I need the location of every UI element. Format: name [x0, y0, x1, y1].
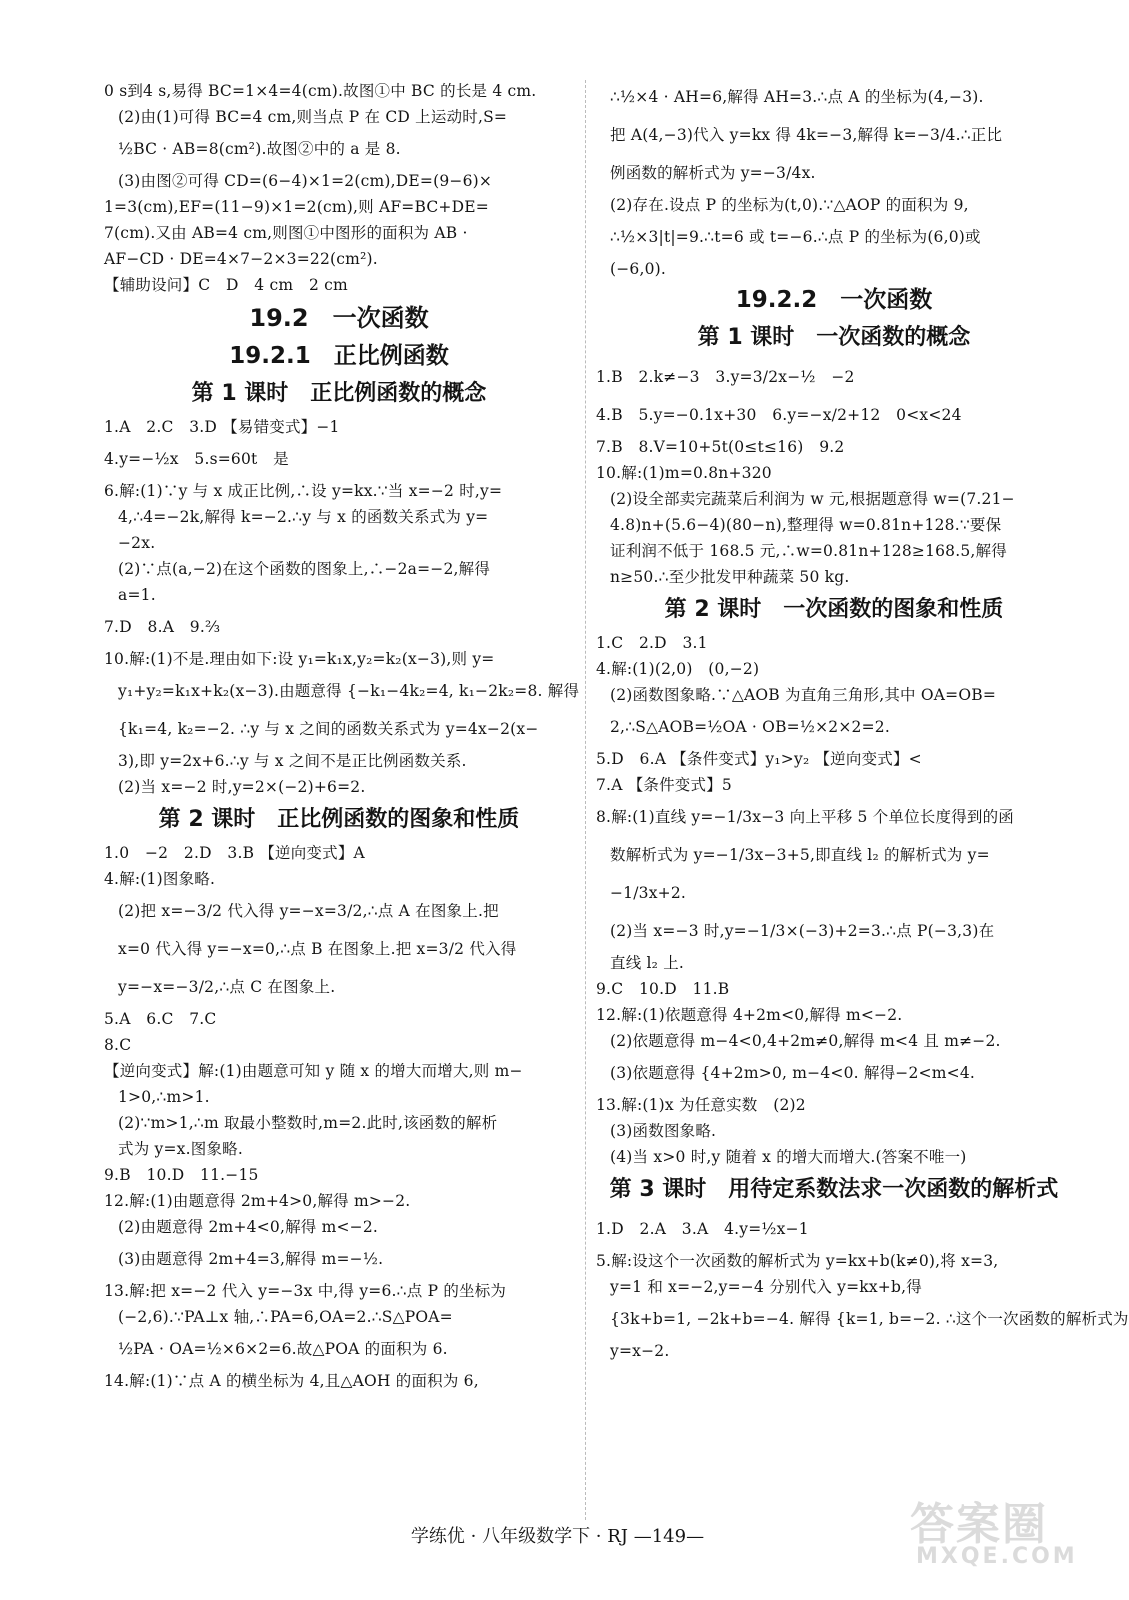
answer-line: 1.C 2.D 3.1 — [596, 634, 708, 652]
watermark-url: MXQE.COM — [916, 1544, 1078, 1569]
answer-line: 13.解:把 x=−2 代入 y=−3x 中,得 y=6.∴点 P 的坐标为 — [104, 1282, 507, 1300]
answer-line: y₁+y₂=k₁x+k₂(x−3).由题意得 {−k₁−4k₂=4, k₁−2k₂=8. 解得 — [118, 682, 580, 700]
answer-line: 7(cm).又由 AB=4 cm,则图①中图形的面积为 AB · — [104, 224, 468, 242]
answer-line: 例函数的解析式为 y=−3/4x. — [610, 164, 816, 182]
answer-line: (3)依题意得 {4+2m>0, m−4<0. 解得−2<m<4. — [610, 1064, 976, 1082]
answer-line: (2)把 x=−3/2 代入得 y=−x=3/2,∴点 A 在图象上.把 — [118, 902, 499, 920]
answer-line: (2)由(1)可得 BC=4 cm,则当点 P 在 CD 上运动时,S= — [118, 108, 508, 126]
answer-line: 【辅助设问】C D 4 cm 2 cm — [104, 276, 348, 294]
answer-line: y=1 和 x=−2,y=−4 分别代入 y=kx+b,得 — [610, 1278, 922, 1296]
answer-line: 1=3(cm),EF=(11−9)×1=2(cm),则 AF=BC+DE= — [104, 198, 489, 216]
answer-line: 10.解:(1)m=0.8n+320 — [596, 464, 772, 482]
answer-line: y=−x=−3/2,∴点 C 在图象上. — [118, 978, 336, 996]
answer-line: (2)由题意得 2m+4<0,解得 m<−2. — [118, 1218, 379, 1236]
answer-line: AF−CD · DE=4×7−2×3=22(cm²). — [104, 250, 378, 268]
answer-line: (3)函数图象略. — [610, 1122, 717, 1140]
answer-line: −2x. — [118, 534, 156, 552]
answer-line: 1.D 2.A 3.A 4.y=½x−1 — [596, 1220, 809, 1238]
answer-line: 9.B 10.D 11.−15 — [104, 1166, 259, 1184]
answer-line: a=1. — [118, 586, 156, 604]
answer-line: 4,∴4=−2k,解得 k=−2.∴y 与 x 的函数关系式为 y= — [118, 508, 489, 526]
column-divider — [585, 80, 586, 1520]
answer-line: 4.y=−½x 5.s=60t 是 — [104, 450, 289, 468]
answer-line: (2)当 x=−3 时,y=−1/3×(−3)+2=3.∴点 P(−3,3)在 — [610, 922, 995, 940]
answer-line: (−6,0). — [610, 260, 667, 278]
answer-line: {3k+b=1, −2k+b=−4. 解得 {k=1, b=−2. ∴这个一次函数的解析式为 — [610, 1310, 1129, 1328]
answer-line: 1.0 −2 2.D 3.B 【逆向变式】A — [104, 844, 365, 862]
section-heading: 第 1 课时 一次函数的概念 — [697, 325, 971, 350]
watermark-text: 答案圈 — [910, 1499, 1048, 1550]
answer-line: 直线 l₂ 上. — [610, 954, 685, 972]
answer-line: 数解析式为 y=−1/3x−3+5,即直线 l₂ 的解析式为 y= — [610, 846, 990, 864]
answer-line: ∴½×3|t|=9.∴t=6 或 t=−6.∴点 P 的坐标为(6,0)或 — [610, 228, 981, 246]
answer-line: ∴½×4 · AH=6,解得 AH=3.∴点 A 的坐标为(4,−3). — [610, 88, 984, 106]
section-heading: 第 2 课时 一次函数的图象和性质 — [664, 597, 1004, 622]
answer-line: 7.D 8.A 9.⅔ — [104, 618, 221, 636]
answer-line: 12.解:(1)由题意得 2m+4>0,解得 m>−2. — [104, 1192, 411, 1210]
section-heading: 19.2.1 正比例函数 — [229, 343, 449, 369]
answer-line: ½PA · OA=½×6×2=6.故△POA 的面积为 6. — [118, 1340, 448, 1358]
right-column — [596, 78, 1129, 1364]
answer-line: y=x−2. — [610, 1342, 670, 1360]
answer-line: 5.D 6.A 【条件变式】y₁>y₂ 【逆向变式】< — [596, 750, 922, 768]
answer-line: 8.C — [104, 1036, 132, 1054]
answer-line: −1/3x+2. — [610, 884, 687, 902]
watermark-logo — [900, 1488, 1080, 1578]
answer-line: (2)依题意得 m−4<0,4+2m≠0,解得 m<4 且 m≠−2. — [610, 1032, 1001, 1050]
answer-line: 把 A(4,−3)代入 y=kx 得 4k=−3,解得 k=−3/4.∴正比 — [610, 126, 1003, 144]
answer-line: 1.A 2.C 3.D 【易错变式】−1 — [104, 418, 340, 436]
answer-line: 9.C 10.D 11.B — [596, 980, 730, 998]
answer-line: 1.B 2.k≠−3 3.y=3/2x−½ −2 — [596, 368, 855, 386]
section-heading: 19.2.2 一次函数 — [735, 287, 933, 313]
answer-line: (2)存在.设点 P 的坐标为(t,0).∵△AOP 的面积为 9, — [610, 196, 969, 214]
answer-line: 1>0,∴m>1. — [118, 1088, 210, 1106]
answer-line: x=0 代入得 y=−x=0,∴点 B 在图象上.把 x=3/2 代入得 — [118, 940, 517, 958]
section-heading: 第 3 课时 用待定系数法求一次函数的解析式 — [609, 1177, 1059, 1202]
answer-line: (2)当 x=−2 时,y=2×(−2)+6=2. — [118, 778, 366, 796]
answer-line: 13.解:(1)x 为任意实数 (2)2 — [596, 1096, 806, 1114]
answer-line: 【逆向变式】解:(1)由题意可知 y 随 x 的增大而增大,则 m− — [104, 1062, 523, 1080]
answer-line: 12.解:(1)依题意得 4+2m<0,解得 m<−2. — [596, 1006, 903, 1024]
answer-line: 4.解:(1)(2,0) (0,−2) — [596, 660, 760, 678]
section-heading: 第 2 课时 正比例函数的图象和性质 — [158, 807, 520, 832]
answer-line: n≥50.∴至少批发甲种蔬菜 50 kg. — [610, 568, 850, 586]
section-heading: 19.2 一次函数 — [249, 304, 429, 332]
answer-line: 证利润不低于 168.5 元,∴w=0.81n+128≥168.5,解得 — [610, 542, 1007, 560]
answer-line: (2)∵点(a,−2)在这个函数的图象上,∴−2a=−2,解得 — [118, 560, 491, 578]
answer-line: (3)由题意得 2m+4=3,解得 m=−½. — [118, 1250, 384, 1268]
answer-line: (2)设全部卖完蔬菜后利润为 w 元,根据题意得 w=(7.21− — [610, 490, 1015, 508]
answer-line: 7.A 【条件变式】5 — [596, 776, 732, 794]
answer-line: 4.解:(1)图象略. — [104, 870, 216, 888]
answer-line: 3),即 y=2x+6.∴y 与 x 之间不是正比例函数关系. — [118, 752, 467, 770]
answer-line: 6.解:(1)∵y 与 x 成正比例,∴设 y=kx.∵当 x=−2 时,y= — [104, 482, 503, 500]
section-heading: 第 1 课时 正比例函数的概念 — [191, 381, 487, 406]
answer-line: 7.B 8.V=10+5t(0≤t≤16) 9.2 — [596, 438, 845, 456]
answer-line: 0 s到4 s,易得 BC=1×4=4(cm).故图①中 BC 的长是 4 cm. — [104, 82, 537, 100]
answer-line: {k₁=4, k₂=−2. ∴y 与 x 之间的函数关系式为 y=4x−2(x− — [118, 720, 539, 738]
left-column — [104, 78, 580, 1394]
answer-line: 5.A 6.C 7.C — [104, 1010, 217, 1028]
answer-line: 式为 y=x.图象略. — [118, 1140, 243, 1158]
answer-line: (−2,6).∵PA⊥x 轴,∴PA=6,OA=2.∴S△POA= — [118, 1308, 453, 1326]
answer-line: (2)∵m>1,∴m 取最小整数时,m=2.此时,该函数的解析 — [118, 1114, 498, 1132]
answer-line: 5.解:设这个一次函数的解析式为 y=kx+b(k≠0),将 x=3, — [596, 1252, 999, 1270]
answer-line: (3)由图②可得 CD=(6−4)×1=2(cm),DE=(9−6)× — [118, 172, 493, 190]
answer-line: (2)函数图象略.∵△AOB 为直角三角形,其中 OA=OB= — [610, 686, 997, 704]
answer-line: 2,∴S△AOB=½OA · OB=½×2×2=2. — [610, 718, 890, 736]
answer-line: 14.解:(1)∵点 A 的横坐标为 4,且△AOH 的面积为 6, — [104, 1372, 479, 1390]
answer-line: 4.B 5.y=−0.1x+30 6.y=−x/2+12 0<x<24 — [596, 406, 962, 424]
page-footer: 学练优 · 八年级数学下 · RJ —149— — [410, 1526, 705, 1547]
answer-line: (4)当 x>0 时,y 随着 x 的增大而增大.(答案不唯一) — [610, 1148, 967, 1166]
answer-line: 10.解:(1)不是.理由如下:设 y₁=k₁x,y₂=k₂(x−3),则 y= — [104, 650, 495, 668]
answer-line: 8.解:(1)直线 y=−1/3x−3 向上平移 5 个单位长度得到的函 — [596, 808, 1015, 826]
answer-line: 4.8)n+(5.6−4)(80−n),整理得 w=0.81n+128.∵要保 — [610, 516, 1002, 534]
answer-line: ½BC · AB=8(cm²).故图②中的 a 是 8. — [118, 140, 401, 158]
